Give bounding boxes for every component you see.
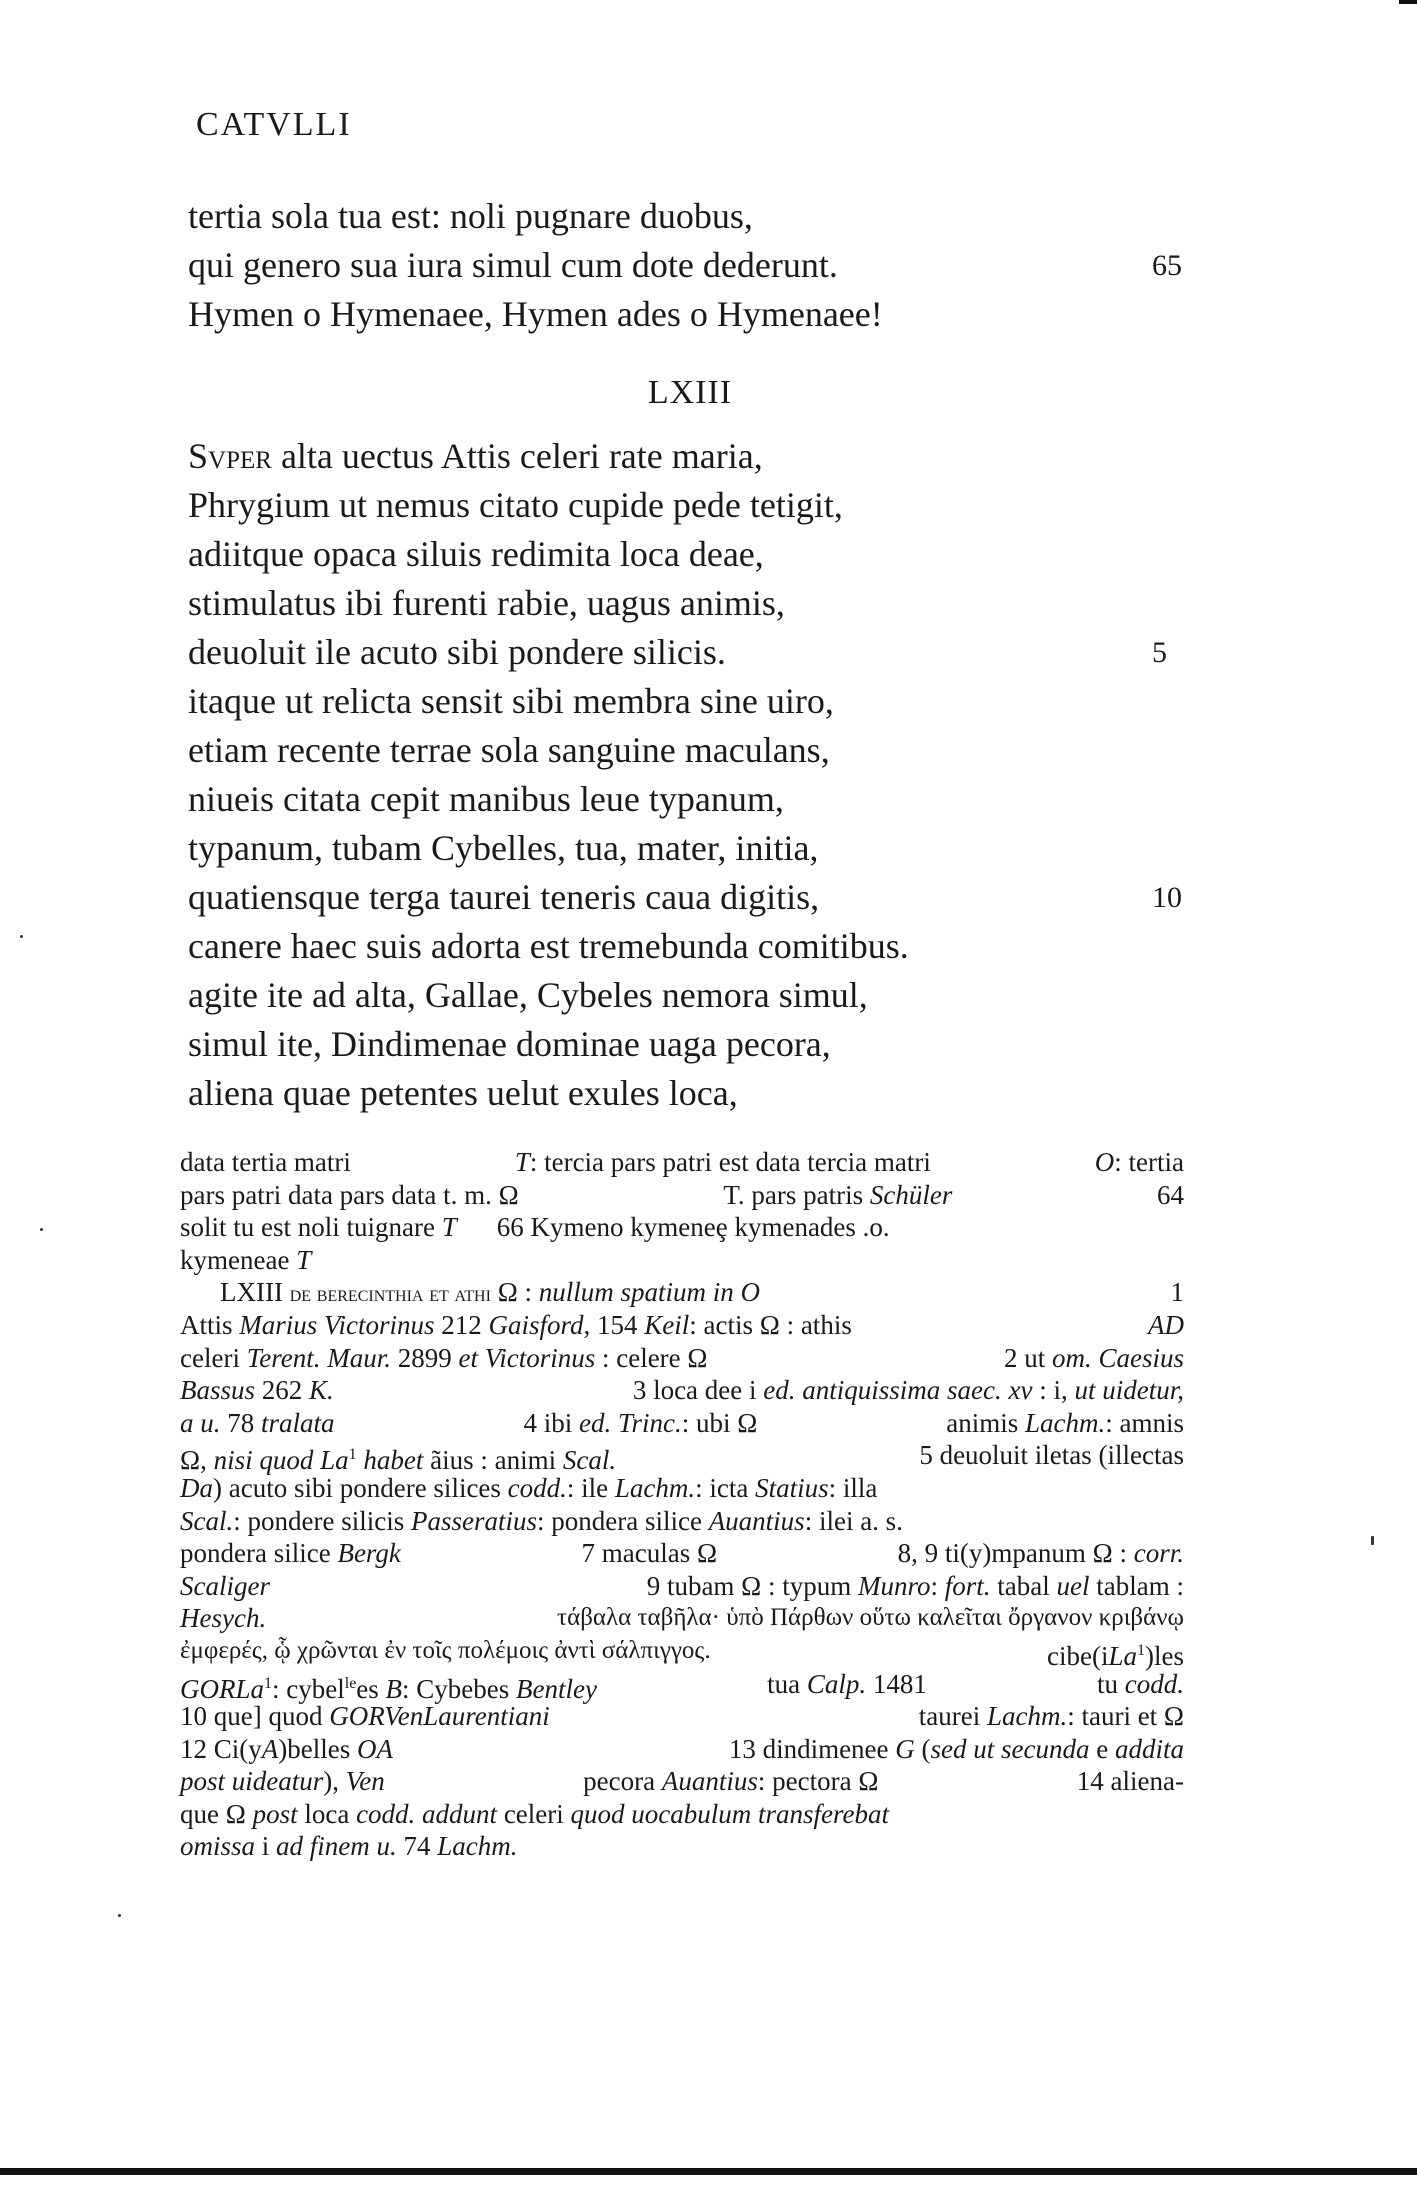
verse-line: aliena quae petentes uelut exules loca, (188, 1073, 738, 1113)
verse-line-first (188, 432, 1028, 481)
apparatus-row: pars patri data pars data t. m. Ω T. pars patris Schüler 64 (180, 1179, 1184, 1210)
verse-block-lxii (188, 192, 1028, 339)
verse-line: Hymen o Hymenaee, Hymen ades o Hymenaee! (188, 294, 883, 334)
apparatus-row: kymeneae T (180, 1244, 312, 1275)
apparatus-row: 10 que] quod GORVenLaurentiani taurei Lachm.: tauri et Ω (180, 1701, 1184, 1732)
verse-line: qui genero sua iura simul cum dote dederunt. (188, 245, 838, 285)
verse-line: simul ite, Dindimenae dominae uaga pecora, (188, 1024, 831, 1064)
first-line-rest: alta uectus Attis celeri rate maria, (271, 436, 763, 476)
verse-line: stimulatus ibi furenti rabie, uagus animis, (188, 583, 785, 623)
apparatus-row: que Ω post loca codd. addunt celeri quod uocabulum transferebat (180, 1798, 889, 1829)
poem-title: LXIII (647, 374, 733, 411)
apparatus-row: Hesych. τάβαλα ταβῆλα· ὑπὸ Πάρθων οὕτω καλεῖται ὄργανον κριβάνῳ (180, 1603, 1184, 1634)
apparatus-row: solit tu est noli tuignare T 66 Kymeno kymeneȩ kymenades .o. (180, 1212, 890, 1243)
scan-speck (118, 1914, 121, 1917)
apparatus-row: omissa i ad finem u. 74 Lachm. (180, 1831, 518, 1862)
apparatus-row: celeri Terent. Maur. 2899 et Victorinus : celere Ω 2 ut om. Caesius (180, 1342, 1184, 1373)
line-number-5: 5 (1152, 636, 1167, 669)
initial-word: Svper (188, 436, 272, 476)
apparatus-row: Bassus 262 K. 3 loca dee i ed. antiquissima saec. xv : i, ut uidetur, (180, 1375, 1184, 1406)
line-number-65: 65 (1152, 249, 1182, 282)
scan-speck (20, 935, 23, 938)
verse-line: etiam recente terrae sola sanguine maculans, (188, 730, 830, 770)
verse-line: Phrygium ut nemus citato cupide pede tetigit, (188, 485, 843, 525)
apparatus-row: a u. 78 tralata 4 ibi ed. Trinc.: ubi Ω animis Lachm.: amnis (180, 1407, 1184, 1438)
critical-apparatus (180, 1146, 1184, 1863)
verse-line: typanum, tubam Cybelles, tua, mater, initia, (188, 828, 819, 868)
corner-scan-mark (1399, 0, 1417, 4)
line-number-10: 10 (1152, 881, 1182, 914)
apparatus-row: post uideatur), Ven pecora Auantius: pectora Ω 14 aliena- (180, 1766, 1184, 1797)
verse-line: canere haec suis adorta est tremebunda comitibus. (188, 926, 909, 966)
verse-line: adiitque opaca siluis redimita loca deae, (188, 534, 764, 574)
scan-speck (40, 1228, 43, 1231)
verse-block-lxiii (188, 432, 1028, 1118)
running-head: CATVLLI (196, 106, 352, 143)
verse-line: tertia sola tua est: noli pugnare duobus, (188, 196, 753, 236)
apparatus-row: Ω, nisi quod La$^1$ habet ãius : animi Scal. 5 deuoluit iletas (illectas (180, 1440, 1184, 1476)
apparatus-row: Scal.: pondere silicis Passeratius: pondera silice Auantius: ilei a. s. (180, 1505, 903, 1536)
apparatus-row: Attis Marius Victorinus 212 Gaisford, 154 Keil: actis Ω : athis AD (180, 1309, 1184, 1340)
verse-line: niueis citata cepit manibus leue typanum, (188, 779, 784, 819)
apparatus-row: Da) acuto sibi pondere silices codd.: ile Lachm.: icta Statius: illa (180, 1472, 878, 1503)
verse-line: deuoluit ile acuto sibi pondere silicis. (188, 632, 726, 672)
verse-line: quatiensque terga taurei teneris caua digitis, (188, 877, 820, 917)
apparatus-row: GORLa$^1$: cybel$^{le}$es B: Cybebes Bentley tua Calp. 1481 tu codd. (180, 1668, 1184, 1704)
apparatus-row: data tertia matri T: tercia pars patri est data tercia matri O: tertia (180, 1147, 1184, 1177)
apparatus-row: 12 Ci(yA)belles OA 13 dindimenee G (sed ut secunda e addita (180, 1733, 1184, 1764)
bottom-scan-rule (0, 2168, 1417, 2175)
apparatus-row: ἐμφερές, ᾧ χρῶνται ἐν τοῖς πολέμοις ἀντὶ σάλπιγγος. cibe(iLa$^1$)les (180, 1636, 1184, 1671)
scan-speck (1371, 1536, 1374, 1545)
verse-line: itaque ut relicta sensit sibi membra sine uiro, (188, 681, 834, 721)
verse-line: agite ite ad alta, Gallae, Cybeles nemora simul, (188, 975, 868, 1015)
apparatus-row: LXIII de berecinthia et athi Ω : nullum spatium in O 1 (220, 1277, 1184, 1308)
apparatus-row: pondera silice Bergk 7 maculas Ω 8, 9 ti(y)mpanum Ω : corr. (180, 1538, 1184, 1569)
apparatus-row: Scaliger 9 tubam Ω : typum Munro: fort. tabal uel tablam : (180, 1570, 1184, 1601)
